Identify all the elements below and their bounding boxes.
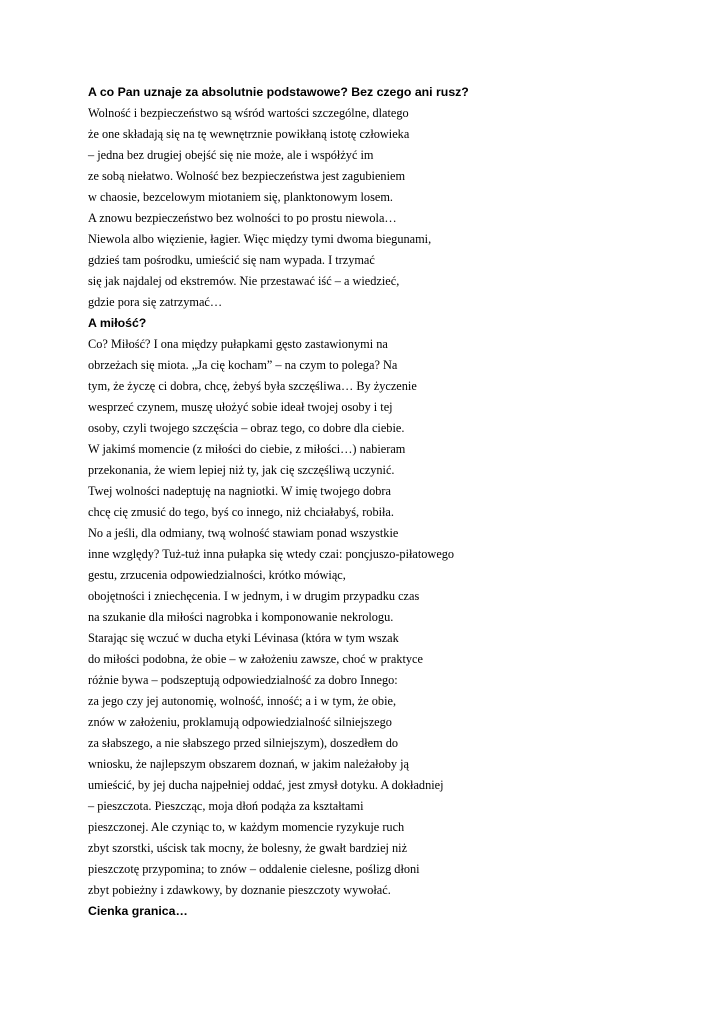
text-line: przekonania, że wiem lepiej niż ty, jak cię szczęśliwą uczynić.: [88, 463, 395, 477]
text-line: Co? Miłość? I ona między pułapkami gęsto zastawionymi na: [88, 337, 388, 351]
text-line: Niewola albo więzienie, łagier. Więc między tymi dwoma biegunami,: [88, 232, 432, 246]
text-line: umieścić, by jej ducha najpełniej oddać, jest zmysł dotyku. A dokładniej: [88, 778, 444, 792]
text-line: No a jeśli, dla odmiany, twą wolność stawiam ponad wszystkie: [88, 526, 399, 540]
text-line: znów w założeniu, proklamują odpowiedzialność silniejszego: [88, 715, 392, 729]
text-line: osoby, czyli twojego szczęścia – obraz tego, co dobre dla ciebie.: [88, 421, 405, 435]
text-line: pieszczotę przypomina; to znów – oddalenie cielesne, poślizg dłoni: [88, 862, 420, 876]
text-line: – pieszczota. Pieszcząc, moja dłoń podąża za kształtami: [88, 799, 364, 813]
text-line: gdzie pora się zatrzymać…: [88, 295, 223, 309]
text-line: różnie bywa – podszeptują odpowiedzialność za dobro Innego:: [88, 673, 398, 687]
section-heading: Cienka granica…: [88, 904, 188, 918]
document-page: [88, 82, 688, 922]
text-line: Starając się wczuć w ducha etyki Lévinasa (która w tym wszak: [88, 631, 399, 645]
text-line: wesprzeć czynem, muszę ułożyć sobie ideał twojej osoby i tej: [88, 400, 393, 414]
text-line: się jak najdalej od ekstremów. Nie przestawać iść – a wiedzieć,: [88, 274, 400, 288]
text-line: tym, że życzę ci dobra, chcę, żebyś była szczęśliwa… By życzenie: [88, 379, 417, 393]
text-line: gestu, zrzucenia odpowiedzialności, krótko mówiąc,: [88, 568, 346, 582]
text-line: zbyt szorstki, uścisk tak mocny, że bolesny, że gwałt bardziej niż: [88, 841, 408, 855]
text-line: pieszczonej. Ale czyniąc to, w każdym momencie ryzykuje ruch: [88, 820, 405, 834]
text-line: na szukanie dla miłości nagrobka i komponowanie nekrologu.: [88, 610, 394, 624]
text-line: do miłości podobna, że obie – w założeniu zawsze, choć w praktyce: [88, 652, 423, 666]
text-line: obojętności i zniechęcenia. I w jednym, i w drugim przypadku czas: [88, 589, 420, 603]
text-line: ze sobą niełatwo. Wolność bez bezpieczeństwa jest zagubieniem: [88, 169, 406, 183]
text-line: A znowu bezpieczeństwo bez wolności to po prostu niewola…: [88, 211, 397, 225]
text-line: że one składają się na tę wewnętrznie powikłaną istotę człowieka: [88, 127, 410, 141]
text-line: inne względy? Tuż‑tuż inna pułapka się wtedy czai: ponçjuszo‑piłatowego: [88, 547, 455, 561]
text-line: gdzieś tam pośrodku, umieścić się nam wypada. I trzymać: [88, 253, 375, 267]
text-line: Twej wolności nadeptuję na nagniotki. W imię twojego dobra: [88, 484, 391, 498]
text-line: za słabszego, a nie słabszego przed silniejszym), doszedłem do: [88, 736, 399, 750]
text-line: obrzeżach się miota. „Ja cię kocham” – na czym to polega? Na: [88, 358, 398, 372]
text-line: zbyt pobieżny i zdawkowy, by doznanie pieszczoty wywołać.: [88, 883, 391, 897]
text-line: Wolność i bezpieczeństwo są wśród wartości szczególne, dlatego: [88, 106, 409, 120]
text-line: – jedna bez drugiej obejść się nie może, ale i współżyć im: [88, 148, 374, 162]
text-line: W jakimś momencie (z miłości do ciebie, z miłości…) nabieram: [88, 442, 406, 456]
section-heading: A co Pan uznaje za absolutnie podstawowe? Bez czego ani rusz?: [88, 85, 469, 99]
text-line: w chaosie, bezcelowym miotaniem się, planktonowym losem.: [88, 190, 393, 204]
text-line: za jego czy jej autonomię, wolność, inność; a i w tym, że obie,: [88, 694, 397, 708]
text-line: chcę cię zmusić do tego, byś co innego, niż chciałabyś, robiła.: [88, 505, 394, 519]
section-heading: A miłość?: [88, 316, 147, 330]
text-line: wniosku, że najlepszym obszarem doznań, w jakim należałoby ją: [88, 757, 409, 771]
